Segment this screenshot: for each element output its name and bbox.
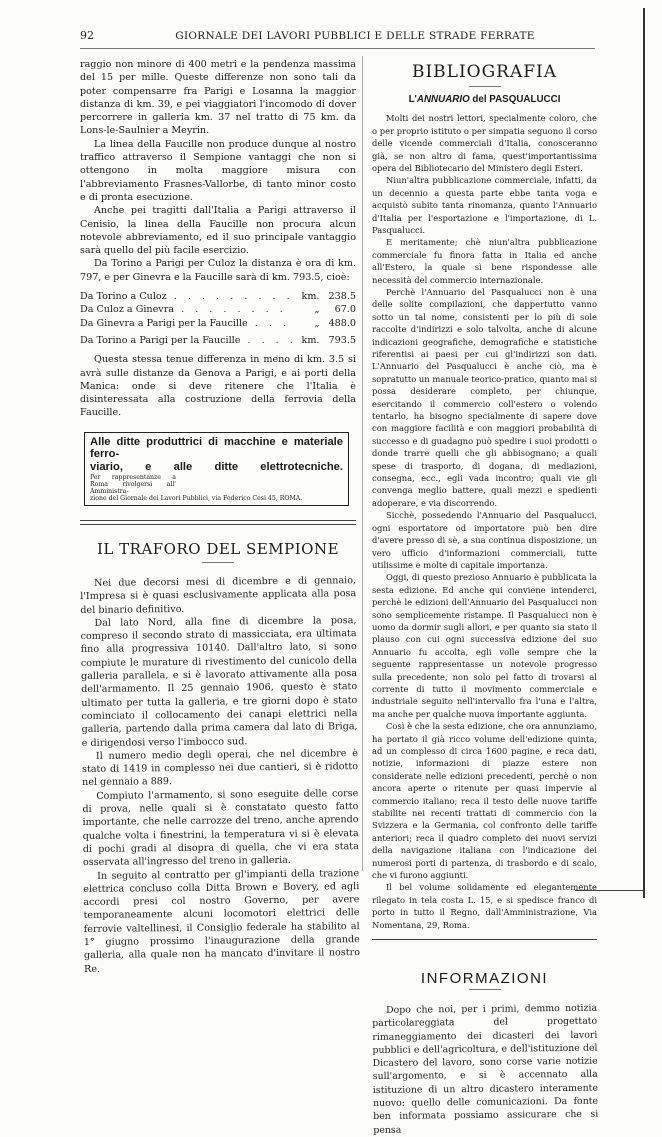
- ad-footer: zione del Giornale dei Lavori Pubblici, via Federico Cesi 45, ROMA.: [90, 495, 303, 503]
- paragraph: raggio non minore di 400 metri e la pendenza massima del 15 per mille. Queste differenze non sono tali da poter compensarre fra Parigi e Losanna la maggior distanza di km. 39, e pei viaggiatori l'incomodo di dover percorrere in galleria km. 37 nel tratto di 75 km. da Lons-le-Saulnier a Meyrin.: [80, 59, 356, 137]
- paragraph: Niun'altra pubblicazione commerciale, infatti, da un decennio a questa parte ebbe tanta voga e acquistò subito tanta rinomanza, quanto l'Annuario d'Italia per l'esportazione e l'importazione, di L. Pasqualucci.: [372, 175, 597, 235]
- right-column: [372, 58, 597, 1137]
- paragraph: Nei due decorsi mesi di dicembre e di gennaio, l'Impresa si è quasi esclusivamente applicata alla posa del binario definitivo.: [80, 575, 357, 616]
- section-divider: [372, 939, 597, 940]
- annuario-italic: ANNUARIO: [416, 94, 470, 105]
- distance-table: [80, 290, 356, 347]
- paragraph: Il bel volume solidamente ed elegantemente rilegato in tela costa L. 15, e si spedisce franco di porto in tutto il Regno, dall'Amministrazione, Via Nomentana, 29, Roma.: [372, 882, 597, 930]
- title-underline: [469, 86, 501, 87]
- table-row: [80, 290, 356, 303]
- paragraph: Anche pei tragitti dall'Italia a Parigi attraverso il Cenisio, la linea della Faucille non procura alcun notevole abbreviamento, ed il suo principale vantaggio sarà quello del più facile esercizio.: [80, 205, 356, 257]
- paragraph: E meritamente; chè niun'altra pubblicazione commerciale fu finora fatta in Italia ed anche all'Estero, la quale sì bene rispondesse alle necessità del commercio internazionale.: [372, 237, 597, 285]
- title-underline: [469, 989, 501, 990]
- ad-headline-line1: Alle ditte produttrici di macchine e materiale ferro-: [90, 435, 343, 461]
- paragraph: Così è che la sesta edizione, che ora annunziamo, ha portato il già ricco volume dell'edizione quinta, ad un complesso di circa 1600 pagine, e reca dati, notizie, informazioni di piazze estere non considerate nelle edizioni precedenti, perchè o non ancora aperte o ritenute per quasi impervie al commercio italiano; reca il testo delle nuove tariffe stabilite nei recenti trattati di commercio con la Svizzera e la Germania, col confronto delle tariffe anteriori; reca il quadro completo dei nuovi servizi della navigazione italiana con l'indicazione dei numerosi porti di partenza, di trasbordo e di scalo, che vi furono aggiunti.: [372, 721, 597, 881]
- informazioni-title: INFORMAZIONI: [420, 970, 549, 988]
- paragraph: Molti dei nostri lettori, specialmente coloro, che o per proprio istituto o per simpatia seguono il corso delle vicende commerciali d'Italia, conosceranno già, se non altro di fama, quest'importantissima opera del Bibliotecario del Ministero degli Esteri.: [372, 113, 597, 173]
- article-title: IL TRAFORO DEL SEMPIONE: [96, 540, 340, 559]
- page-binding-edge: [643, 8, 645, 898]
- route-name: Da Torino a Parigi per la Faucille: [80, 334, 241, 346]
- paragraph: Dal lato Nord, alla fine di dicembre la posa, compreso il secondo strato di massicciata, era ultimata fino alla progressiva 10140. Dall'altro lato, si sono compiute le murature di rivestimento del cunicolo della galleria parallela, e si è lavorato attivamente alla posa dell'armamento. Il 25 gennaio 1906, questo è stato ultimato per tutta la galleria, e tre giorni dopo è stato cominciato il collocamento dei canapi elettrici nella galleria, partendo dalla prima camera dal lato di Briga, e dirigendosi verso l'imbocco sud.: [80, 615, 358, 749]
- leader-dots: . . . .: [240, 334, 297, 346]
- distance-value: 67.0: [334, 304, 356, 316]
- table-row: [80, 317, 356, 330]
- running-title: GIORNALE DEI LAVORI PUBBLICI E DELLE STRADE FERRATE: [175, 30, 535, 42]
- column-divider: [362, 56, 363, 871]
- route-name: Da Ginevra a Parigi per la Faucille: [80, 317, 248, 329]
- distance-value: 238.5: [328, 291, 356, 303]
- distance-value: 793.5: [328, 334, 356, 346]
- advertisement-box: [84, 432, 349, 506]
- route-name: Da Culoz a Ginevra: [80, 304, 175, 316]
- table-row: [80, 303, 356, 316]
- header-rule: [80, 48, 595, 49]
- bibliography-subtitle: L'ANNUARIO del PASQUALUCCI: [408, 94, 561, 105]
- title-underline: [202, 562, 234, 563]
- unit: „: [314, 317, 320, 329]
- bibliography-title: BIBLIOGRAFIA: [411, 62, 558, 82]
- paragraph: Sicchè, possedendo l'Annuario del Pasqualucci, ogni esportatore od importatore può ben dire d'avere presso di sè, a sua continua disposizione, un vero ufficio d'informazioni commerciali, tutte utilissime e molte di capitale importanza.: [372, 510, 597, 570]
- table-total-row: [80, 330, 356, 347]
- leader-dots: . . . . . . . . .: [166, 291, 294, 303]
- paragraph: Dopo che noi, per i primi, demmo notizia particolareggiata del progettato rimaneggiamento dei dicasteri dei lavori pubblici e dell'agricoltura, e dell'istituzione del Dicastero del lavoro, sono corse varie notizie sull'argomento, e si è accennato alla istituzione di un altro dicastero interamente nuovo: quello delle comunicazioni. Da fonte ben informata possiamo assicurare che si pensa: [372, 1003, 599, 1137]
- article-body: [80, 574, 360, 976]
- unit: „: [314, 304, 320, 316]
- route-name: Da Torino a Culoz: [80, 291, 167, 303]
- unit: km.: [301, 334, 320, 346]
- unit: km.: [301, 291, 320, 303]
- section-divider: [80, 520, 356, 525]
- paragraph: Il numero medio degli operai, che nel dicembre è stato di 1419 in complesso nei due cantieri, si è ridotto nel gennaio a 889.: [81, 747, 359, 789]
- paragraph: Oggi, di questo prezioso Annuario è pubblicata la sesta edizione. Ed anche qui conviene intenderci, perchè le edizioni dell'Annuario del Pasqualucci non sono semplicemente ristampe. Il Pasqualucci non è uomo da dormir sugli allori, e per quanto sia stato il plauso con cui ogni successiva edizione del suo Annuario fu accolta, egli volle sempre che la seguente rappresentasse un notevole progresso sulla precedente, non solo pel fatto di trovarsi al corrente di tutto il movimento commerciale e industriale seguito nell'intervallo fra l'una e l'altra, ma anche per qualche nuova importante aggiunta.: [372, 572, 597, 719]
- informazioni-body: [372, 1002, 598, 1137]
- left-column: [80, 58, 361, 976]
- ad-headline-line2: viario, e alle ditte elettrotecniche.: [90, 460, 343, 473]
- paragraph: In seguito al contratto per gl'impianti della trazione elettrica concluso colla Ditta Brown e Bovery, ed agli accordi presi col nostro Governo, per avere temporaneamente alcuni locomotori elettrici delle ferrovie valtellinesi, il Consiglio federale ha stabilito al 1° giugno prossimo l'inaugurazione della grande galleria, alla quale non ha mancato d'invitare il nostro Re.: [83, 867, 361, 975]
- paragraph: Da Torino a Parigi per Culoz la distanza è ora di km. 797, e per Ginevra e la Faucille sarà di km. 793.5, cioè:: [80, 258, 356, 283]
- ad-side-note: Per rappresentanze a Roma rivolgersi all' Amministra-: [90, 474, 176, 496]
- paragraph: Compiuto l'armamento, si sono eseguite delle corse di prova, nelle quali si è constatato questo fatto importante, che nelle carrozze del treno, anche aprendo qualche volta i finestrini, la temperatura vi si è elevata di pochi gradi al disopra di quella, che vi era stata osservata all'ingresso del treno in galleria.: [82, 787, 359, 869]
- paragraph: Questa stessa tenue differenza in meno di km. 3.5 si avrà sulle distanze da Genova a Parigi, e ai porti della Manica: onde si deve ritenere che l'Italia è disinteressata alla costruzione della ferrovia della Faucille.: [80, 354, 356, 419]
- leader-dots: . . .: [247, 317, 291, 329]
- page-number: 92: [80, 29, 94, 42]
- distance-value: 488.0: [328, 317, 356, 329]
- paragraph: La linea della Faucille non produce dunque al nostro traffico attraverso il Sempione vantaggi che non si ottengono in molta maggiore misura con l'abbreviamento Frasnes-Vallorbe, di tanto minor costo e di pronta esecuzione.: [80, 138, 356, 203]
- paragraph: Perchè l'Annuario del Pasqualucci non è una delle solite compilazioni, che dappertutto vanno sotto un tal nome, consistenti per lo più di sole raccolte d'indirizzi e solo talvolta, anche di alcune indicazioni geografiche, demografiche e statistiche riferentisi ai paesi per cui gl'indirizzi son dati. L'Annuario del Pasqualucci è anche ciò, ma è sopratutto un manuale teorico-pratico, quanto mai si possa desiderare completo, per chiunque, esercitando il commercio coll'estero o volendo tentarlo, ha bisogno specialmente di sapere dove con maggiore facilità e con maggiori probabilità di successo e di guadagno può spedire i suoi prodotti o donde trarre quelli che gli abbisognano; a quali spese di trasporto, di dogana, di mediazioni, consegna, ecc., egli vada incontro; quali vie gli convenga meglio battere, quali mezzi e spedienti adoperare, e via discorrendo.: [372, 286, 597, 508]
- leader-dots: . . . . . . . .: [174, 304, 287, 316]
